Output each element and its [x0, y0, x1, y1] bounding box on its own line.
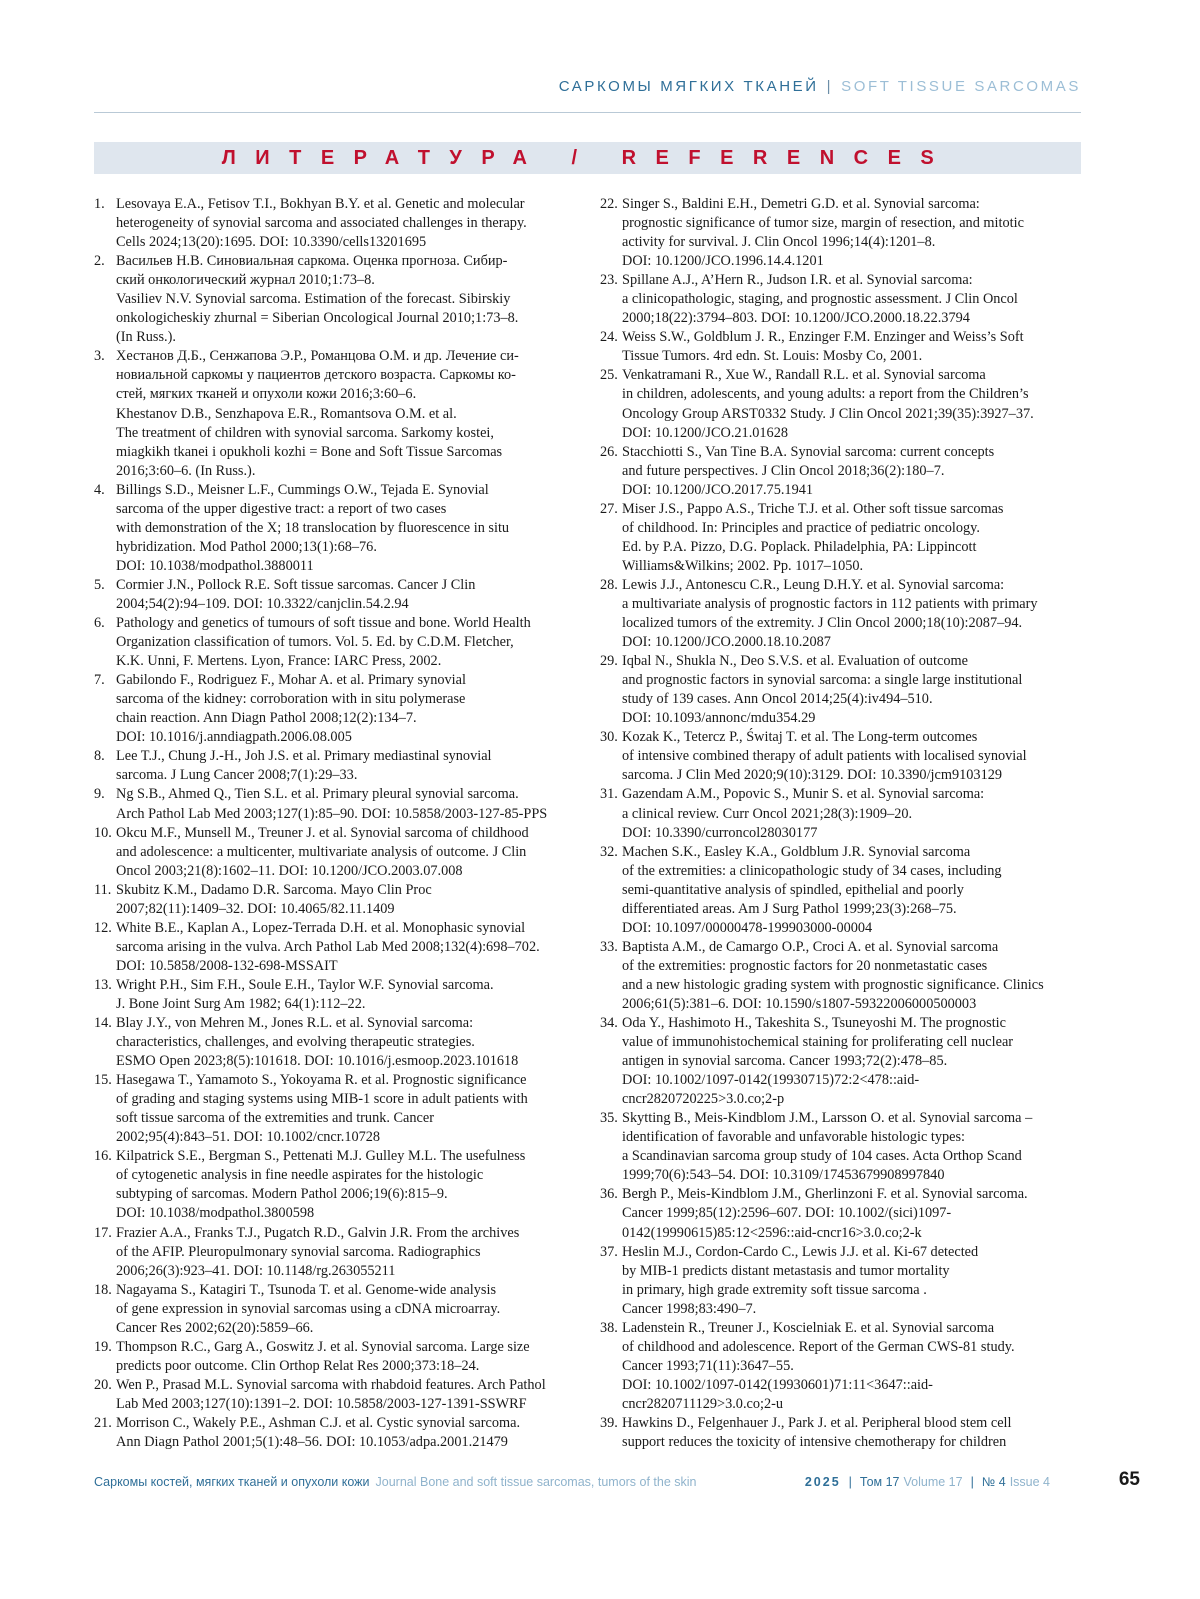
reference-text: Wright P.H., Sim F.H., Soule E.H., Taylor W.F. Synovial sarcoma. J. Bone Joint Surg Am 1982; 64(1):112–22. [116, 976, 494, 1012]
reference-text: Kozak K., Tetercz P., Świtaj T. et al. The Long-term outcomes of intensive combined therapy of adult patients with localised synovial sarcoma. J Clin Med 2020;9(10):3129. DOI: 10.3390/jcm9103129 [622, 729, 1027, 784]
reference-text: Miser J.S., Pappo A.S., Triche T.J. et al. Other soft tissue sarcomas of childhood. In: Principles and practice of pediatric oncology. Ed. by P.A. Pizzo, D.G. Poplack. Philadelphia, PA: Lippincott Williams&Wilkins; 2002. Pp. 1017–1050. [622, 500, 1004, 574]
reference-item [600, 1014, 1081, 1109]
reference-text: Wen P., Prasad M.L. Synovial sarcoma with rhabdoid features. Arch Pathol Lab Med 2003;127(10):1391–2. DOI: 10.5858/2003-127-1391-SSWRF [116, 1376, 546, 1412]
reference-text: Gabilondo F., Rodriguez F., Mohar A. et al. Primary synovial sarcoma of the kidney: corroboration with in situ polymerase chain reaction. Ann Diagn Pathol 2008;12(2):134–7. DOI: 10.1016/j.anndiagpath.2006.08.005 [116, 672, 466, 746]
reference-number: 25. [600, 367, 618, 384]
footer-issue-ru: № 4 [981, 1475, 1006, 1489]
reference-item [94, 747, 572, 785]
reference-text: Venkatramani R., Xue W., Randall R.L. et al. Synovial sarcoma in children, adolescents, and young adults: a report from the Children’s Oncology Group ARST0332 Study. J Clin Oncol 2021;39(35):3927–37. DOI: 10.1200/JCO.21.01628 [622, 367, 1034, 441]
footer-journal [94, 1475, 697, 1489]
reference-number: 19. [94, 1338, 112, 1355]
reference-text: Gazendam A.M., Popovic S., Munir S. et al. Synovial sarcoma: a clinical review. Curr Oncol 2021;28(3):1909–20. DOI: 10.3390/curroncol28030177 [622, 786, 985, 841]
footer-journal-ru: Саркомы костей, мягких тканей и опухоли кожи [94, 1475, 370, 1489]
reference-item [600, 271, 1081, 328]
references-banner [94, 142, 1081, 174]
reference-text: Oda Y., Hashimoto H., Takeshita S., Tsuneyoshi M. The prognostic value of immunohistochemical staining for proliferating cell nuclear antigen in synovial sarcoma. Cancer 1993;72(2):478–85. DOI: 10.1002/1097-0142(19930715)72:2<478::aid- cncr2820720225>3.0.co;2-p [622, 1015, 1014, 1108]
reference-text: Baptista A.M., de Camargo O.P., Croci A. et al. Synovial sarcoma of the extremities: prognostic factors for 20 nonmetastatic cases and a new histologic grading system with prognostic significance. Clinics 2006;61(5):381–6. DOI: 10.1590/s1807-59322006000500003 [622, 938, 1044, 1012]
reference-item [600, 366, 1081, 442]
reference-number: 33. [600, 938, 618, 955]
footer-volume-ru: Том 17 [859, 1475, 900, 1489]
reference-item [94, 1147, 572, 1223]
reference-text: Singer S., Baldini E.H., Demetri G.D. et al. Synovial sarcoma: prognostic significance of tumor size, margin of resection, and mitotic activity for survival. J. Clin Oncol 1996;14(4):1201–8. DOI: 10.1200/JCO.1996.14.4.1201 [622, 196, 1024, 270]
reference-number: 4. [94, 481, 105, 498]
reference-number: 21. [94, 1415, 112, 1431]
reference-text: Ng S.B., Ahmed Q., Tien S.L. et al. Primary pleural synovial sarcoma. Arch Pathol Lab Med 2003;127(1):85–90. DOI: 10.5858/2003-127-85-PPS [116, 786, 548, 822]
reference-text: Morrison C., Wakely P.E., Ashman C.J. et al. Cystic synovial sarcoma. Ann Diagn Pathol 2001;5(1):48–56. DOI: 10.1053/adpa.2001.21479 [116, 1415, 521, 1451]
reference-item [600, 443, 1081, 500]
reference-item [94, 614, 572, 671]
reference-text: Machen S.K., Easley K.A., Goldblum J.R. Synovial sarcoma of the extremities: a clinicopathologic study of 34 cases, including semi-quantitative analysis of spindled, epithelial and poorly differentiated areas. Am J Surg Pathol 1999;23(3):268–75. DOI: 10.1097/00000478-199903000-00004 [622, 843, 1002, 936]
references-list-left [94, 195, 572, 1452]
reference-number: 9. [94, 786, 105, 803]
reference-number: 36. [600, 1186, 618, 1203]
reference-text: White B.E., Kaplan A., Lopez-Terrada D.H. et al. Monophasic synovial sarcoma arising in the vulva. Arch Pathol Lab Med 2008;132(4):698–702. DOI: 10.5858/2008-132-698-MSSAIT [116, 919, 540, 974]
reference-item [94, 1338, 572, 1376]
reference-number: 22. [600, 196, 618, 212]
reference-number: 13. [94, 976, 112, 993]
reference-item [600, 843, 1081, 938]
reference-item [94, 1376, 572, 1414]
reference-text: Lewis J.J., Antonescu C.R., Leung D.H.Y. et al. Synovial sarcoma: a multivariate analysis of prognostic factors in 112 patients with primary localized tumors of the extremity. J Clin Oncol 2000;18(10):2087–94. DOI: 10.1200/JCO.2000.18.10.2087 [622, 576, 1038, 651]
reference-item [600, 1414, 1081, 1452]
reference-text: Heslin M.J., Cordon-Cardo C., Lewis J.J. et al. Ki-67 detected by MIB-1 predicts distant metastasis and tumor mortality in primary, high grade extremity soft tissue sarcoma . Cancer 1998;83:490–7. [622, 1243, 979, 1317]
reference-number: 30. [600, 729, 618, 746]
reference-text: Lee T.J., Chung J.-H., Joh J.S. et al. Primary mediastinal synovial sarcoma. J Lung Cancer 2008;7(1):29–33. [116, 748, 492, 784]
footer-journal-en: Journal Bone and soft tissue sarcomas, tumors of the skin [375, 1475, 697, 1489]
reference-number: 31. [600, 786, 618, 803]
reference-item [600, 1243, 1081, 1319]
reference-item [94, 881, 572, 919]
reference-item [94, 1224, 572, 1281]
reference-number: 11. [94, 881, 112, 898]
reference-text: Billings S.D., Meisner L.F., Cummings O.W., Tejada E. Synovial sarcoma of the upper digestive tract: a report of two cases with demonstration of the X; 18 translocation by fluorescence in situ hybridization. Mod Pathol 2000;13(1):68–76. DOI: 10.1038/modpathol.3880011 [116, 481, 510, 574]
reference-text: Хестанов Д.Б., Сенжапова Э.Р., Романцова О.М. и др. Лечение си- новиальной саркомы у пациентов детского возраста. Саркомы ко- стей, мягких тканей и опухоли кожи 2016;3:60–6. Khestanov D.B., Senzhapova E.R., Romantsova O.M. et al. The treatment of children with synovial sarcoma. Sarkomy kostei, miagkikh tkanei i opukholi kozhi = Bone and Soft Tissue Sarcomas 2016;3:60–6. (In Russ.). [116, 348, 519, 479]
reference-number: 35. [600, 1110, 618, 1127]
reference-item [94, 576, 572, 614]
reference-number: 3. [94, 348, 105, 365]
running-header [94, 78, 1081, 95]
header-separator: | [826, 78, 834, 95]
reference-item [600, 1109, 1081, 1185]
reference-number: 1. [94, 196, 105, 212]
reference-number: 7. [94, 672, 105, 689]
reference-text: Bergh P., Meis-Kindblom J.M., Gherlinzoni F. et al. Synovial sarcoma. Cancer 1999;85(12):2596–607. DOI: 10.1002/(sici)1097- 0142(19990615)85:12<2596::aid-cncr16>3.0.co;2-k [622, 1186, 1028, 1241]
footer-issue-info [805, 1475, 1050, 1489]
page-number: 65 [1118, 1469, 1140, 1490]
footer-separator: | [970, 1475, 974, 1489]
reference-number: 6. [94, 615, 105, 632]
reference-text: Blay J.Y., von Mehren M., Jones R.L. et al. Synovial sarcoma: characteristics, challenges, and evolving therapeutic strategies. ESMO Open 2023;8(5):101618. DOI: 10.1016/j.esmoop.2023.101618 [116, 1015, 519, 1070]
reference-number: 34. [600, 1015, 618, 1032]
reference-number: 37. [600, 1243, 618, 1260]
reference-item [94, 195, 572, 252]
reference-number: 12. [94, 919, 112, 936]
reference-text: Cormier J.N., Pollock R.E. Soft tissue sarcomas. Cancer J Clin 2004;54(2):94–109. DOI: 10.3322/canjclin.54.2.94 [116, 576, 476, 612]
reference-item [600, 1185, 1081, 1242]
reference-item [94, 481, 572, 576]
reference-item [94, 785, 572, 823]
reference-item [94, 976, 572, 1014]
footer-separator: | [848, 1475, 852, 1489]
reference-item [600, 195, 1081, 271]
reference-number: 27. [600, 500, 618, 517]
reference-text: Hasegawa T., Yamamoto S., Yokoyama R. et al. Prognostic significance of grading and staging systems using MIB-1 score in adult patients with soft tissue sarcoma of the extremities and trunk. Cancer 2002;95(4):843–51. DOI: 10.1002/cncr.10728 [116, 1072, 528, 1146]
reference-item [94, 1281, 572, 1338]
reference-number: 39. [600, 1415, 618, 1431]
reference-item [94, 919, 572, 976]
reference-item [94, 1014, 572, 1071]
reference-text: Васильев Н.В. Синовиальная саркома. Оценка прогноза. Сибир- ский онкологический журнал 2010;1:73–8. Vasiliev N.V. Synovial sarcoma. Estimation of the forecast. Sibirskiy onkologicheskiy zhurnal = Siberian Oncological Journal 2010;1:73–8. (In Russ.). [116, 253, 519, 346]
reference-text: Stacchiotti S., Van Tine B.A. Synovial sarcoma: current concepts and future perspectives. J Clin Oncol 2018;36(2):180–7. DOI: 10.1200/JCO.2017.75.1941 [622, 443, 995, 498]
reference-item [600, 328, 1081, 366]
reference-text: Frazier A.A., Franks T.J., Pugatch R.D., Galvin J.R. From the archives of the AFIP. Pleuropulmonary synovial sarcoma. Radiographics 2006;26(3):923–41. DOI: 10.1148/rg.263055211 [116, 1224, 520, 1279]
reference-item [94, 252, 572, 347]
reference-text: Nagayama S., Katagiri T., Tsunoda T. et al. Genome-wide analysis of gene expression in synovial sarcomas using a cDNA microarray. Cancer Res 2002;62(20):5859–66. [116, 1281, 501, 1336]
header-divider [94, 112, 1081, 113]
reference-text: Kilpatrick S.E., Bergman S., Pettenati M.J. Gulley M.L. The usefulness of cytogenetic analysis in fine needle aspirates for the histologic subtyping of sarcomas. Modern Pathol 2006;19(6):815–9. DOI: 10.1038/modpathol.3800598 [116, 1148, 526, 1222]
reference-number: 15. [94, 1072, 112, 1089]
reference-item [94, 1071, 572, 1147]
reference-number: 2. [94, 253, 105, 270]
references-list-right [600, 195, 1081, 1452]
header-title-en: SOFT TISSUE SARCOMAS [841, 78, 1081, 95]
footer-volume-en: Volume 17 [903, 1475, 963, 1489]
reference-number: 24. [600, 329, 618, 346]
reference-item [94, 1414, 572, 1452]
reference-text: Iqbal N., Shukla N., Deo S.V.S. et al. Evaluation of outcome and prognostic factors in synovial sarcoma: a single large institutional study of 139 cases. Ann Oncol 2014;25(4):iv494–510. DOI: 10.1093/annonc/mdu354.29 [622, 653, 1023, 727]
reference-number: 10. [94, 824, 112, 841]
reference-text: Hawkins D., Felgenhauer J., Park J. et al. Peripheral blood stem cell support reduces the toxicity of intensive chemotherapy for children [622, 1415, 1012, 1451]
reference-item [600, 1319, 1081, 1414]
reference-text: Thompson R.C., Garg A., Goswitz J. et al. Synovial sarcoma. Large size predicts poor outcome. Clin Orthop Relat Res 2000;373:18–24. [116, 1338, 530, 1374]
reference-item [600, 938, 1081, 1014]
reference-number: 29. [600, 653, 618, 670]
reference-number: 26. [600, 443, 618, 460]
reference-item [600, 728, 1081, 785]
reference-number: 18. [94, 1281, 112, 1298]
reference-item [600, 576, 1081, 652]
footer-year: 2025 [804, 1475, 841, 1489]
reference-text: Skytting B., Meis-Kindblom J.M., Larsson O. et al. Synovial sarcoma – identification of favorable and unfavorable histologic types: a Scandinavian sarcoma group study of 104 cases. Acta Orthop Scand 1999;70(6):543–54. DOI: 10.3109/17453679908997840 [622, 1110, 1033, 1184]
reference-text: Weiss S.W., Goldblum J. R., Enzinger F.M. Enzinger and Weiss’s Soft Tissue Tumors. 4rd edn. St. Louis: Mosby Co, 2001. [622, 329, 1024, 365]
reference-text: Ladenstein R., Treuner J., Koscielniak E. et al. Synovial sarcoma of childhood and adolescence. Report of the German CWS-81 study. Cancer 1993;71(11):3647–55. DOI: 10.1002/1097-0142(19930601)71:11<3647::aid- cncr2820711129>3.0.co;2-u [622, 1319, 1015, 1412]
reference-number: 38. [600, 1319, 618, 1336]
footer-issue-en: Issue 4 [1009, 1475, 1050, 1489]
reference-number: 16. [94, 1148, 112, 1165]
reference-text: Okcu M.F., Munsell M., Treuner J. et al. Synovial sarcoma of childhood and adolescence: a multicenter, multivariate analysis of outcome. J Clin Oncol 2003;21(8):1602–11. DOI: 10.1200/JCO.2003.07.008 [116, 824, 529, 879]
section-title: ЛИТЕРАТУРА / REFERENCES [221, 146, 954, 169]
reference-item [600, 785, 1081, 842]
reference-text: Skubitz K.M., Dadamo D.R. Sarcoma. Mayo Clin Proc 2007;82(11):1409–32. DOI: 10.4065/82.11.1409 [116, 881, 432, 917]
reference-number: 17. [94, 1224, 112, 1241]
reference-item [94, 347, 572, 480]
reference-text: Spillane A.J., A’Hern R., Judson I.R. et al. Synovial sarcoma: a clinicopathologic, staging, and prognostic assessment. J Clin Oncol 2000;18(22):3794–803. DOI: 10.1200/JCO.2000.18.22.3794 [622, 272, 1018, 327]
reference-item [600, 652, 1081, 728]
page-footer [94, 1469, 1140, 1494]
reference-item [600, 500, 1081, 576]
reference-number: 5. [94, 576, 105, 593]
reference-text: Pathology and genetics of tumours of soft tissue and bone. World Health Organization classification of tumors. Vol. 5. Ed. by C.D.M. Fletcher, K.K. Unni, F. Mertens. Lyon, France: IARC Press, 2002. [116, 615, 531, 670]
reference-number: 20. [94, 1376, 112, 1393]
reference-number: 14. [94, 1015, 112, 1032]
reference-item [94, 824, 572, 881]
reference-number: 32. [600, 843, 618, 860]
reference-item [94, 671, 572, 747]
reference-number: 28. [600, 576, 618, 593]
reference-number: 23. [600, 272, 618, 289]
reference-text: Lesovaya E.A., Fetisov T.I., Bokhyan B.Y. et al. Genetic and molecular heterogeneity of synovial sarcoma and associated challenges in therapy. Cells 2024;13(20):1695. DOI: 10.3390/cells13201695 [116, 196, 527, 251]
header-title-ru: САРКОМЫ МЯГКИХ ТКАНЕЙ [558, 78, 819, 95]
reference-number: 8. [94, 748, 105, 765]
